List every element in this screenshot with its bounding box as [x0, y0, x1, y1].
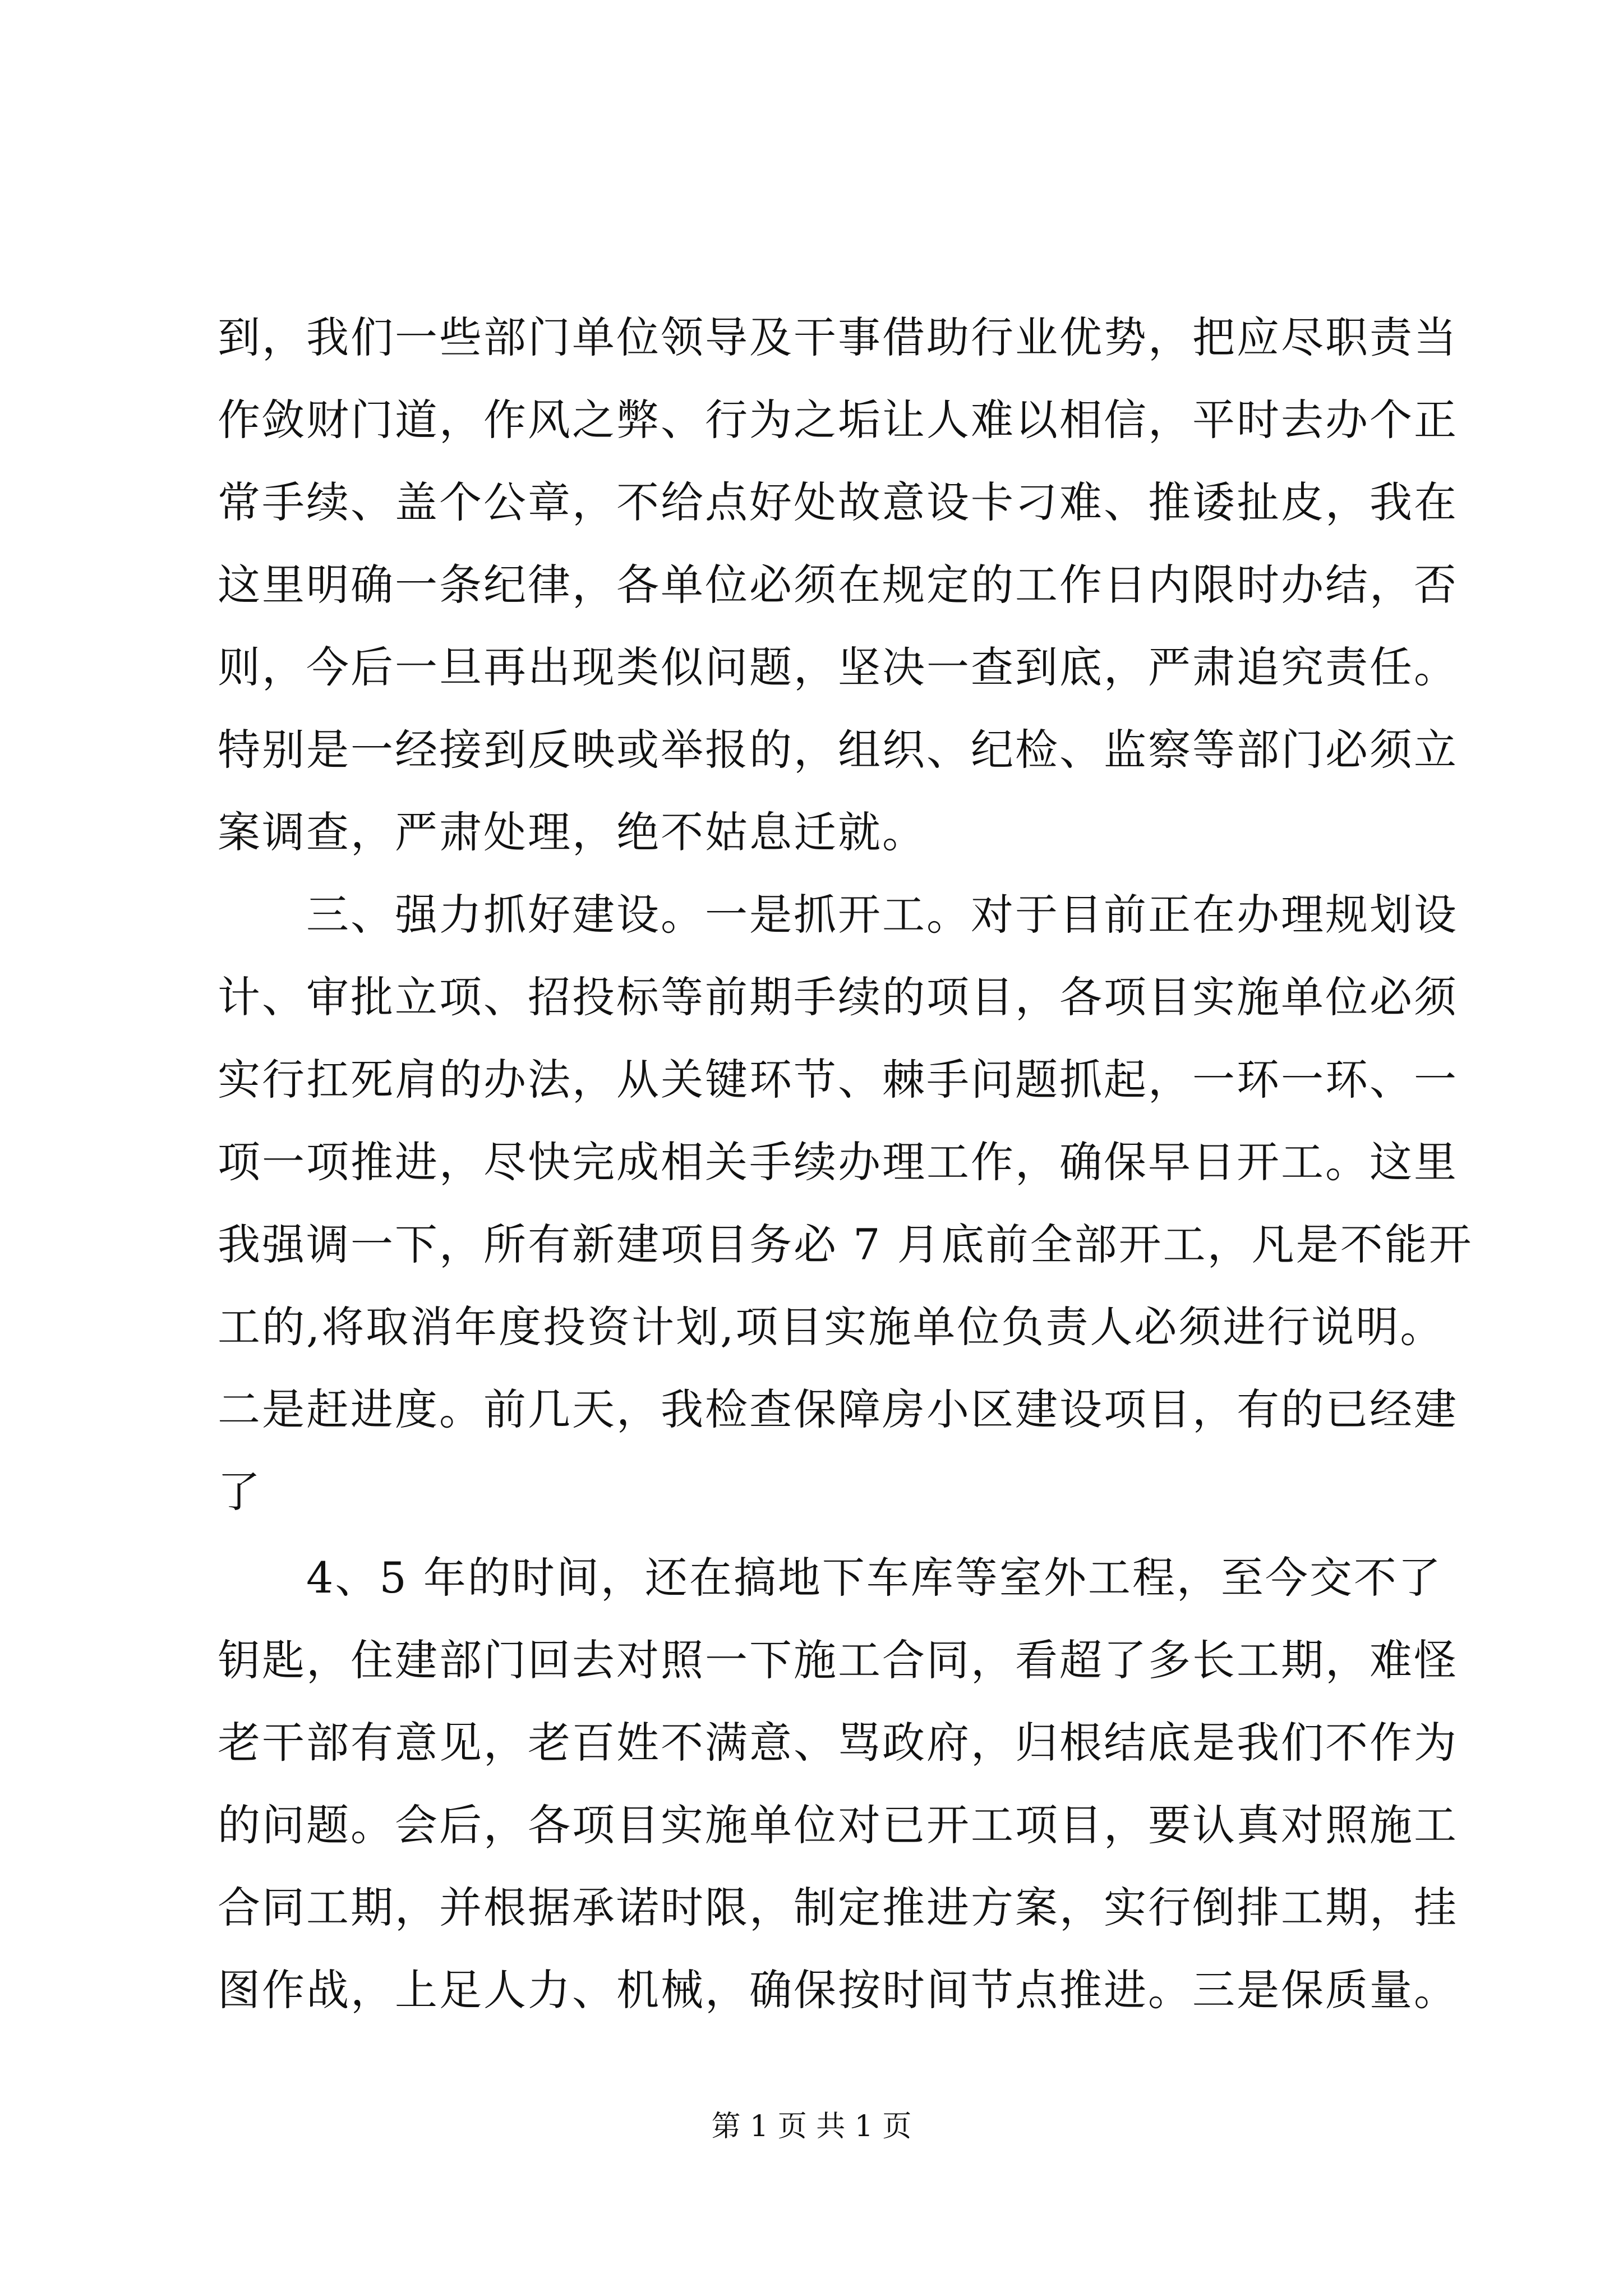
document-body [218, 296, 1473, 2031]
text-line: 项一项推进，尽快完成相关手续办理工作，确保早日开工。这里 [218, 1137, 1458, 1187]
text-line: 老干部有意见，老百姓不满意、骂政府，归根结底是我们不作为 [218, 1718, 1458, 1768]
text-line: 实行扛死肩的办法，从关键环节、棘手问题抓起，一环一环、一 [218, 1055, 1458, 1105]
text-line: 作敛财门道，作风之弊、行为之垢让人难以相信，平时去办个正 [218, 395, 1458, 445]
text-line: 三、强力抓好建设。一是抓开工。对于目前正在办理规划设 [218, 890, 1458, 940]
text-line: 这里明确一条纪律，各单位必须在规定的工作日内限时办结，否 [218, 560, 1458, 610]
text-line: 我强调一下，所有新建项目务必 7 月底前全部开工，凡是不能开 [218, 1220, 1473, 1269]
text-line: 二是赶进度。前几天，我检查保障房小区建设项目，有的已经建 [218, 1384, 1458, 1434]
text-line: 合同工期，并根据承诺时限，制定推进方案，实行倒排工期，挂 [218, 1883, 1458, 1932]
text-line: 了 [218, 1467, 262, 1517]
text-line: 案调查，严肃处理，绝不姑息迁就。 [218, 807, 926, 857]
text-line: 特别是一经接到反映或举报的，组织、纪检、监察等部门必须立 [218, 725, 1458, 775]
text-line: 4、5 年的时间，还在搞地下车库等室外工程，至今交不了 [218, 1553, 1442, 1603]
text-line: 到，我们一些部门单位领导及干事借助行业优势，把应尽职责当 [218, 312, 1458, 362]
text-line: 常手续、盖个公章，不给点好处故意设卡刁难、推诿扯皮，我在 [218, 477, 1458, 527]
text-line: 计、审批立项、招投标等前期手续的项目，各项目实施单位必须 [218, 972, 1458, 1022]
text-line: 工的,将取消年度投资计划,项目实施单位负责人必须进行说明。 [218, 1302, 1445, 1352]
text-line: 图作战，上足人力、机械，确保按时间节点推进。三是保质量。 [218, 1965, 1458, 2015]
page-footer: 第 1 页 共 1 页 [711, 2110, 912, 2143]
text-line: 钥匙，住建部门回去对照一下施工合同，看超了多长工期，难怪 [218, 1635, 1458, 1685]
text-line: 则，今后一旦再出现类似问题，坚决一查到底，严肃追究责任。 [218, 642, 1458, 692]
text-line: 的问题。会后，各项目实施单位对已开工项目，要认真对照施工 [218, 1800, 1458, 1850]
